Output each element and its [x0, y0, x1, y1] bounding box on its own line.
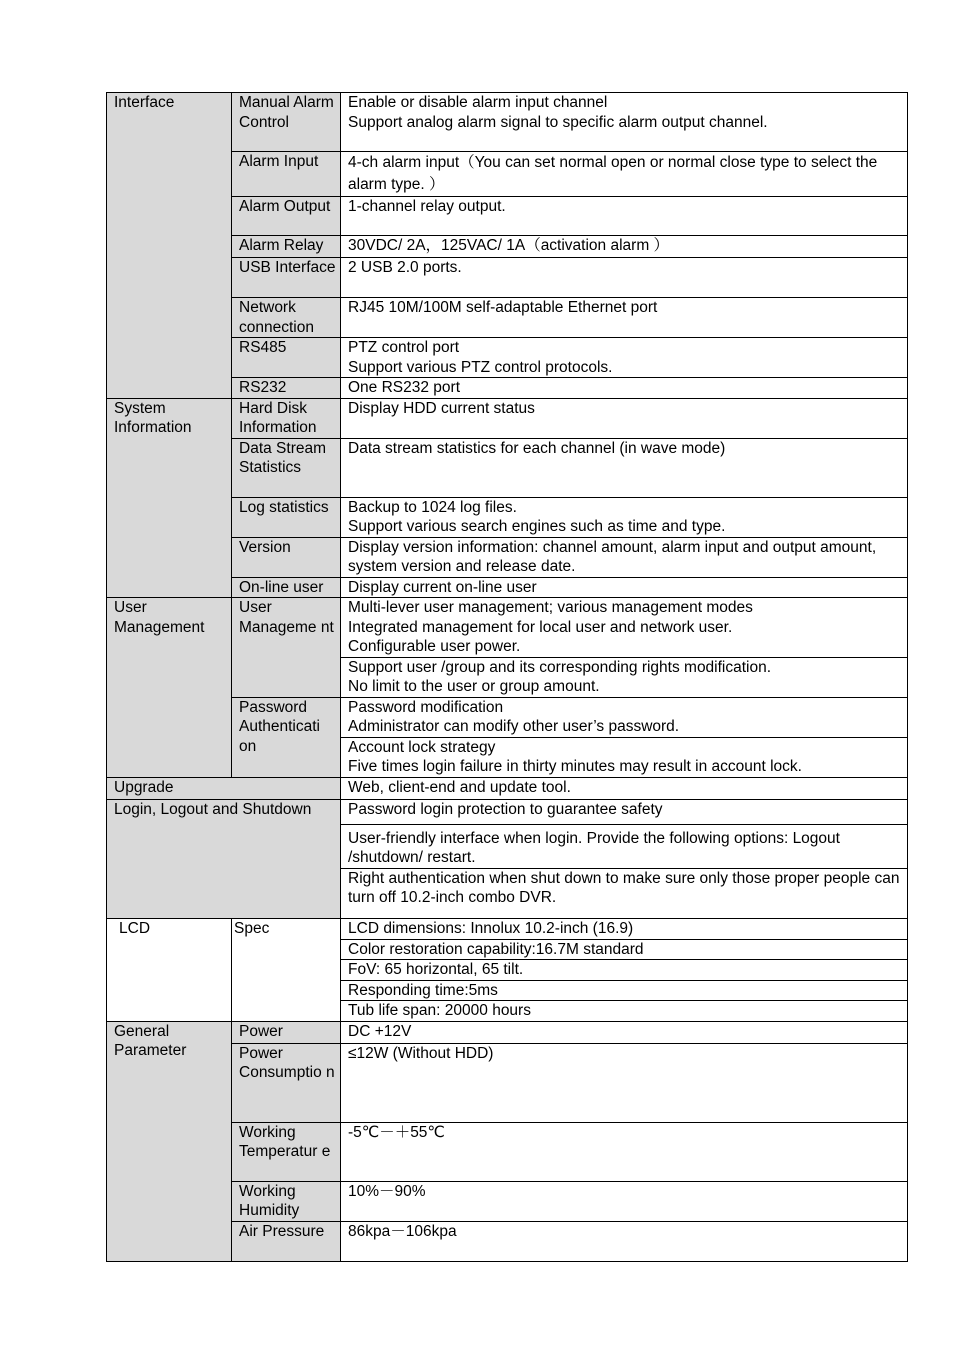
detail-line: Display version information: channel amount, alarm input and output amount, system version and release date.	[348, 538, 877, 575]
detail-cell	[341, 868, 908, 918]
item-cell: User Manageme nt	[232, 598, 341, 698]
detail-cell	[341, 939, 908, 960]
detail-line: User-friendly interface when login. Provide the following options: Logout /shutdown/ restart.	[348, 829, 840, 866]
detail-line: Right authentication when shut down to make sure only those proper people can turn off 10.2-inch combo DVR.	[348, 869, 900, 906]
detail-cell	[341, 577, 908, 598]
detail-cell	[341, 697, 908, 737]
detail-cell	[341, 1001, 908, 1022]
detail-line: Administrator can modify other user’s password.	[348, 718, 680, 735]
table-row	[107, 777, 908, 799]
detail-line: Support various PTZ control protocols.	[348, 358, 613, 376]
detail-line: Password modification	[348, 698, 504, 716]
detail-line: Display HDD current status	[348, 399, 535, 417]
detail-cell	[341, 93, 908, 152]
item-cell: Version	[232, 537, 341, 577]
item-cell: USB Interface	[232, 258, 341, 298]
group-cell: Upgrade	[107, 777, 341, 799]
detail-cell	[341, 338, 908, 378]
detail-line: Password login protection to guarantee safety	[348, 800, 663, 818]
item-cell: Power Consumptio n	[232, 1043, 341, 1122]
detail-line: 4-ch alarm input（You can set normal open or normal close type to select the alarm type. ）	[348, 154, 878, 193]
detail-line: Support analog alarm signal to specific alarm output channel.	[348, 113, 768, 131]
detail-line: Support various search engines such as time and type.	[348, 518, 726, 535]
detail-line: Integrated management for local user and network user.	[348, 618, 733, 636]
detail-line: Account lock strategy	[348, 738, 496, 756]
item-cell: Power	[232, 1021, 341, 1043]
detail-cell	[341, 497, 908, 537]
table-row	[107, 1021, 908, 1043]
detail-cell	[341, 777, 908, 799]
group-cell: User Management	[107, 598, 232, 778]
detail-line: Backup to 1024 log files.	[348, 498, 517, 516]
item-cell: Working Temperatur e	[232, 1122, 341, 1181]
detail-line: DC +12V	[348, 1022, 412, 1040]
table-row	[107, 398, 908, 438]
detail-cell	[341, 197, 908, 236]
detail-line: 30VDC/ 2A，125VAC/ 1A（activation alarm ）	[348, 237, 670, 254]
detail-cell	[341, 236, 908, 258]
detail-line: -5℃－＋55℃	[348, 1123, 445, 1141]
detail-cell	[341, 824, 908, 868]
item-cell: Spec	[232, 918, 341, 1021]
detail-line: ≤12W (Without HDD)	[348, 1044, 494, 1062]
detail-cell	[341, 980, 908, 1001]
detail-cell	[341, 258, 908, 298]
detail-line: Data stream statistics for each channel (in wave mode)	[348, 439, 726, 457]
item-cell: Air Pressure	[232, 1221, 341, 1261]
detail-cell	[341, 1021, 908, 1043]
detail-line: Configurable user power.	[348, 638, 521, 655]
group-cell: General Parameter	[107, 1021, 232, 1261]
detail-line: LCD dimensions: Innolux 10.2-inch (16.9)	[348, 919, 634, 937]
group-cell: System Information	[107, 398, 232, 598]
detail-line: 86kpa－106kpa	[348, 1222, 457, 1240]
detail-cell	[341, 657, 908, 697]
item-cell: Alarm Relay	[232, 236, 341, 258]
item-cell: Alarm Input	[232, 152, 341, 197]
detail-cell	[341, 378, 908, 399]
detail-line: One RS232 port	[348, 379, 461, 396]
detail-cell	[341, 537, 908, 577]
detail-cell	[341, 598, 908, 658]
detail-cell	[341, 799, 908, 824]
detail-cell	[341, 737, 908, 777]
detail-line: Enable or disable alarm input channel	[348, 94, 608, 111]
item-cell: Log statistics	[232, 497, 341, 537]
group-cell: Interface	[107, 93, 232, 399]
group-cell: Login, Logout and Shutdown	[107, 799, 341, 918]
detail-line: 1-channel relay output.	[348, 198, 506, 215]
detail-line: Support user /group and its corresponding rights modification.	[348, 658, 772, 676]
detail-cell	[341, 438, 908, 497]
item-cell: Hard Disk Information	[232, 398, 341, 438]
item-cell: RS232	[232, 378, 341, 399]
detail-line: 2 USB 2.0 ports.	[348, 259, 462, 276]
item-cell: Data Stream Statistics	[232, 438, 341, 497]
spec-table	[106, 92, 908, 1262]
group-cell: LCD	[107, 918, 232, 1021]
detail-cell	[341, 1221, 908, 1261]
item-cell: Working Humidity	[232, 1181, 341, 1221]
detail-line: RJ45 10M/100M self-adaptable Ethernet port	[348, 299, 658, 316]
detail-line: Five times login failure in thirty minutes may result in account lock.	[348, 758, 802, 775]
detail-line: Display current on-line user	[348, 578, 537, 596]
detail-line: Tub life span: 20000 hours	[348, 1002, 531, 1019]
item-cell: On-line user	[232, 577, 341, 598]
detail-cell	[341, 960, 908, 981]
table-row	[107, 598, 908, 658]
detail-cell	[341, 1122, 908, 1181]
item-cell: Alarm Output	[232, 197, 341, 236]
detail-line: No limit to the user or group amount.	[348, 678, 600, 695]
detail-cell	[341, 918, 908, 939]
detail-line: Web, client-end and update tool.	[348, 778, 571, 796]
detail-line: FoV: 65 horizontal, 65 tilt.	[348, 961, 524, 978]
table-row	[107, 918, 908, 939]
detail-line: 10%－90%	[348, 1182, 426, 1200]
detail-line: Multi-lever user management; various management modes	[348, 599, 753, 616]
table-row	[107, 93, 908, 152]
detail-cell	[341, 152, 908, 197]
detail-cell	[341, 398, 908, 438]
item-cell: RS485	[232, 338, 341, 378]
item-cell: Password Authenticati on	[232, 697, 341, 777]
item-cell: Network connection	[232, 298, 341, 338]
table-row	[107, 799, 908, 824]
detail-line: PTZ control port	[348, 339, 460, 356]
detail-line: Responding time:5ms	[348, 981, 498, 999]
detail-cell	[341, 1043, 908, 1122]
item-cell: Manual Alarm Control	[232, 93, 341, 152]
detail-line: Color restoration capability:16.7M standard	[348, 940, 644, 958]
detail-cell	[341, 298, 908, 338]
detail-cell	[341, 1181, 908, 1221]
